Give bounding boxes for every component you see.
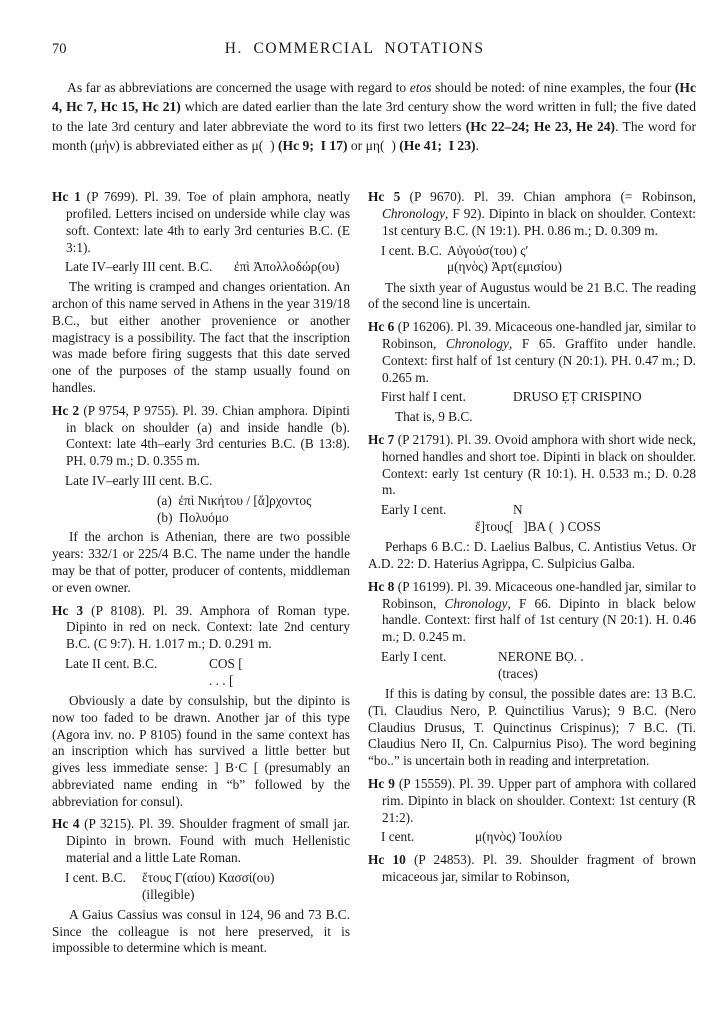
intro-bold-ref: (Hc 22–24; He 23, He 24) bbox=[465, 118, 616, 134]
date-note: That is, 9 B.C. bbox=[395, 409, 473, 425]
date-label: First half I cent. bbox=[381, 389, 466, 405]
entry-heading bbox=[368, 432, 696, 499]
entry-hc1 bbox=[52, 189, 350, 397]
inscription bbox=[52, 493, 350, 527]
entry-description-italic: Chronology bbox=[382, 205, 446, 221]
date-label: I cent. B.C. bbox=[381, 242, 442, 258]
entry-description: (P 21791). Pl. 39. Ovoid amphora with short wide neck, horned handles and short toe. Dipinti in black on shoulder. Context: early 1st century (R 10:1). H. 0.533 m.; D. 0.28 m. bbox=[382, 431, 697, 498]
intro-text-segment: As far as abbreviations are concerned the usage with regard to bbox=[67, 80, 410, 95]
entry-heading bbox=[368, 776, 696, 826]
entry-id: Hc 5 bbox=[368, 189, 401, 205]
intro-italic-term: etos bbox=[409, 80, 432, 95]
entry-heading bbox=[368, 319, 696, 386]
two-column-text bbox=[52, 189, 696, 963]
date-inscription-row bbox=[52, 656, 350, 690]
commentary-paragraph: A Gaius Cassius was consul in 124, 96 and 73 B.C. Since the colleague is not here preserved, it is impossible to determine which is meant. bbox=[52, 906, 350, 956]
date-inscription-row bbox=[368, 502, 696, 536]
inscription-line: μ(ηνὸς) Ἀρτ(εμισίου) bbox=[447, 259, 562, 275]
entry-hc7 bbox=[368, 432, 696, 573]
entry-description: (P 24853). Pl. 39. Shoulder fragment of brown micaceous jar, similar to Robinson, bbox=[382, 852, 697, 884]
entry-description-italic: Chronology bbox=[444, 595, 508, 611]
entry-id: Hc 8 bbox=[368, 578, 395, 594]
date-inscription-row bbox=[368, 389, 696, 406]
entry-description: (P 8108). Pl. 39. Amphora of Roman type. Dipinto in red on neck. Context: late 2nd century B.C. (C 9:7). H. 1.017 m.; D. 0.291 m. bbox=[66, 602, 350, 652]
date-inscription-row bbox=[368, 243, 696, 277]
entry-id: Hc 10 bbox=[368, 852, 406, 868]
commentary-paragraph: If this is dating by consul, the possible dates are: 13 B.C. (Ti. Claudius Nero, P. Quinctilius Varus); 9 B.C. (Nero Claudius Drusus, T. Quinctinus Crispinus); 7 B.C. (Ti. Claudius Nero II, Cn. Calpurnius Piso). The word begining “bo..” is uncertain both in reading and interpretation. bbox=[368, 685, 696, 769]
entry-id: Hc 3 bbox=[52, 602, 84, 618]
entry-hc8 bbox=[368, 579, 696, 770]
date-label: Late IV–early III cent. B.C. bbox=[65, 472, 213, 488]
date-label: I cent. bbox=[381, 829, 415, 845]
inscription bbox=[475, 502, 601, 536]
entry-id: Hc 4 bbox=[52, 816, 80, 832]
intro-text-segment: which are dated earlier than the late 3rd century show the word written in full; the five dated to the late 3rd century and later abbreviate the word to its first two letters bbox=[52, 99, 696, 134]
inscription bbox=[209, 656, 243, 690]
inscription-line: ἔ]τους[ ]ΒΑ ( ) COSS bbox=[475, 518, 601, 534]
date-inscription-row bbox=[368, 829, 696, 846]
commentary-paragraph: If the archon is Athenian, there are two possible years: 332/1 or 225/4 B.C. The name under the handle may be that of potter, producer of contents, middleman or even owner. bbox=[52, 529, 350, 595]
date-label: Late II cent. B.C. bbox=[65, 655, 158, 671]
entry-description: (P 9754, P 9755). Pl. 39. Chian amphora. Dipinti in black on shoulder (a) and inside handle (b). Context: late 4th–early 3rd centuries B.C. (B 13:8). PH. 0.79 m.; D. 0.355 m. bbox=[66, 402, 350, 469]
inscription-line: ἔτους Γ(αίου) Κασσί(ου) bbox=[142, 869, 275, 885]
date-inscription-row bbox=[52, 473, 350, 490]
date-label: Early I cent. bbox=[381, 502, 447, 518]
entry-description: (P 3215). Pl. 39. Shoulder fragment of small jar. Dipinto in brown. Found with much Hellenistic material and a little Late Roman. bbox=[66, 816, 350, 866]
inscription: μ(ηνὸς) Ἰουλίου bbox=[475, 829, 562, 845]
commentary-paragraph: The writing is cramped and changes orientation. An archon of this name served in Athens in the year 319/18 B.C., but either another provenience or another magistracy is a possibility. The fact that the inscription was made before firing suggests that this date served one of the purposes of the stamp usually found on handles. bbox=[52, 279, 350, 395]
intro-paragraph bbox=[52, 78, 696, 155]
entry-heading bbox=[368, 189, 696, 239]
intro-bold-ref: (Hc 4, Hc 7, Hc 15, Hc 21) bbox=[52, 80, 696, 115]
date-label: Late IV–early III cent. B.C. bbox=[65, 259, 213, 275]
intro-text-segment: . The word for month (μήν) is abbreviated either as μ( ) bbox=[52, 118, 696, 153]
intro-text-segment: or μη( ) bbox=[347, 137, 400, 153]
entry-hc3 bbox=[52, 603, 350, 811]
column-right bbox=[368, 189, 696, 963]
inscription-line: Αὐγούσ(του) ς′ bbox=[447, 242, 529, 258]
inscription-line: N bbox=[513, 502, 523, 518]
intro-bold-ref: (Hc 9; I 17) bbox=[278, 137, 348, 153]
entry-id: Hc 9 bbox=[368, 775, 395, 791]
entry-hc10 bbox=[368, 852, 696, 886]
entry-id: Hc 6 bbox=[368, 319, 395, 335]
page-number: 70 bbox=[52, 41, 67, 57]
entry-hc4 bbox=[52, 816, 350, 957]
inscription-line: (traces) bbox=[498, 665, 538, 681]
date-inscription-row bbox=[52, 259, 350, 276]
column-left bbox=[52, 189, 350, 963]
entry-hc9 bbox=[368, 776, 696, 846]
inscription: DRUSO ẸṬ CRISPINO bbox=[513, 389, 642, 405]
entry-id: Hc 1 bbox=[52, 189, 81, 205]
entry-heading bbox=[52, 603, 350, 653]
inscription-line: (illegible) bbox=[142, 886, 195, 902]
entry-description: (P 16206). Pl. 39. Micaceous one-handled jar, similar to Robinson, bbox=[382, 319, 696, 351]
inscription bbox=[447, 243, 562, 277]
date-inscription-row bbox=[52, 870, 350, 904]
date-label: Early I cent. bbox=[381, 648, 447, 664]
inscription-line: COS [ bbox=[209, 655, 243, 671]
inscription-line: . . . [ bbox=[209, 672, 234, 688]
entry-heading bbox=[368, 579, 696, 646]
entry-description-italic: Chronology bbox=[445, 335, 509, 351]
entry-heading bbox=[52, 403, 350, 470]
entry-id: Hc 7 bbox=[368, 431, 395, 447]
entry-description: , F 66. Dipinto in black below handle. Context: first half of 1st century (N 20:1). H. 0.46 m.; D. 0.245 m. bbox=[382, 595, 696, 645]
entry-hc5 bbox=[368, 189, 696, 313]
entry-description: (P 9670). Pl. 39. Chian amphora (= Robinson, bbox=[400, 189, 696, 205]
intro-text-segment: should be noted: of nine examples, the four bbox=[431, 80, 675, 95]
date-label: I cent. B.C. bbox=[65, 869, 126, 885]
entry-description: (P 15559). Pl. 39. Upper part of amphora with collared rim. Dipinto in black on shoulder. Context: 1st century (R 21:2). bbox=[382, 775, 696, 825]
page-title: H. COMMERCIAL NOTATIONS bbox=[224, 40, 485, 57]
commentary-paragraph: The sixth year of Augustus would be 21 B.C. The reading of the second line is uncertain. bbox=[368, 279, 696, 312]
date-inscription-row bbox=[368, 649, 696, 683]
inscription-line-b: (b) Πολυόμο bbox=[157, 509, 229, 525]
entry-description: , F 65. Graffito under handle. Context: first half of 1st century (N 20:1). PH. 0.47 m.; D. 0.265 m. bbox=[382, 335, 696, 385]
commentary-paragraph: Perhaps 6 B.C.: D. Laelius Balbus, C. Antistius Vetus. Or A.D. 22: D. Haterius Agrippa, C. Sulpicius Galba. bbox=[368, 539, 696, 571]
entry-description: (P 16199). Pl. 39. Micaceous one-handled jar, similar to Robinson, bbox=[382, 578, 696, 611]
page-header bbox=[52, 40, 696, 62]
inscription-line: NERONE BỌ. . bbox=[498, 648, 584, 664]
entry-heading bbox=[52, 816, 350, 866]
entry-description: (P 7699). Pl. 39. Toe of plain amphora, neatly profiled. Letters incised on underside while clay was soft. Context: late 4th to early 3rd centuries B.C. (E 3:1). bbox=[66, 189, 350, 255]
inscription bbox=[142, 870, 274, 904]
inscription: ἐπὶ Ἀπολλοδώρ(ου) bbox=[234, 259, 340, 275]
inscription-line-a: (a) ἐπὶ Νικήτου / [ἄ]ρχοντος bbox=[157, 492, 312, 508]
entry-id: Hc 2 bbox=[52, 402, 80, 418]
entry-hc6 bbox=[368, 319, 696, 426]
inscription bbox=[498, 649, 584, 683]
commentary-paragraph: Obviously a date by consulship, but the dipinto is now too faded to be drawn. Another jar of this type (Agora inv. no. P 8105) found in the same context has an inscription which has survived a little better but gives less immediate sense: ] B·C [ (presumably an abbreviated name ending in “b” followed by the abbreviation for consul). bbox=[52, 692, 350, 809]
intro-bold-ref: (He 41; I 23) bbox=[399, 137, 476, 153]
entry-heading bbox=[52, 189, 350, 256]
entry-hc2 bbox=[52, 403, 350, 597]
intro-text-segment: . bbox=[475, 137, 479, 153]
entry-heading bbox=[368, 852, 696, 886]
entry-description: , F 92). Dipinto in black on shoulder. Context: 1st century B.C. (N 19:1). PH. 0.86 m.; D. 0.309 m. bbox=[382, 205, 696, 238]
